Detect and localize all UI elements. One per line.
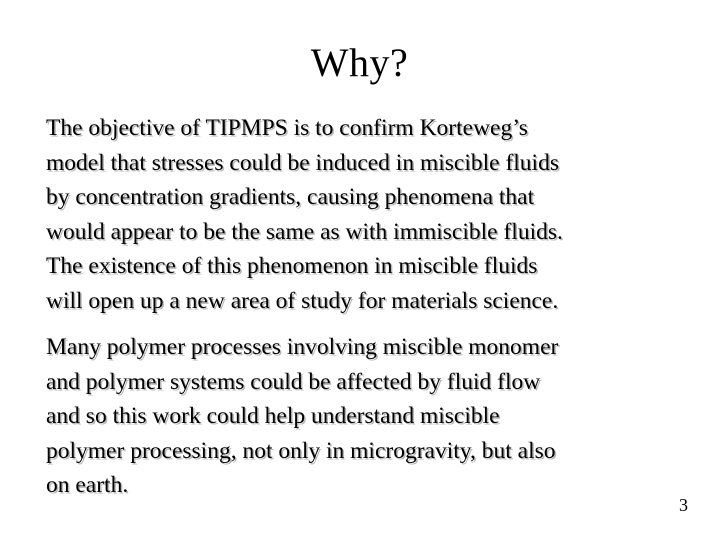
slide-body bbox=[46, 111, 686, 515]
paragraph-line: model that stresses could be induced in miscible fluids bbox=[46, 149, 559, 176]
paragraph-line: The existence of this phenomenon in miscible fluids bbox=[46, 253, 538, 279]
paragraph-line: The objective of TIPMPS is to confirm Korteweg’s bbox=[46, 115, 528, 141]
paragraph-line: and polymer systems could be affected by fluid flow bbox=[46, 368, 541, 395]
paragraph-line: polymer processing, not only in microgravity, but also bbox=[46, 437, 556, 464]
paragraph-objective bbox=[46, 111, 686, 318]
page-number: 3 bbox=[679, 495, 688, 515]
slide-title: Why? bbox=[310, 40, 409, 85]
paragraph-line: and so this work could help understand miscible bbox=[46, 403, 500, 429]
paragraph-line: by concentration gradients, causing phenomena that bbox=[46, 184, 535, 210]
paragraph-polymer bbox=[46, 330, 686, 503]
paragraph-line: Many polymer processes involving miscible monomer bbox=[46, 334, 559, 360]
paragraph-line: would appear to be the same as with immiscible fluids. bbox=[46, 218, 563, 245]
paragraph-line: on earth. bbox=[46, 472, 129, 498]
paragraph-line: will open up a new area of study for materials science. bbox=[46, 287, 559, 314]
